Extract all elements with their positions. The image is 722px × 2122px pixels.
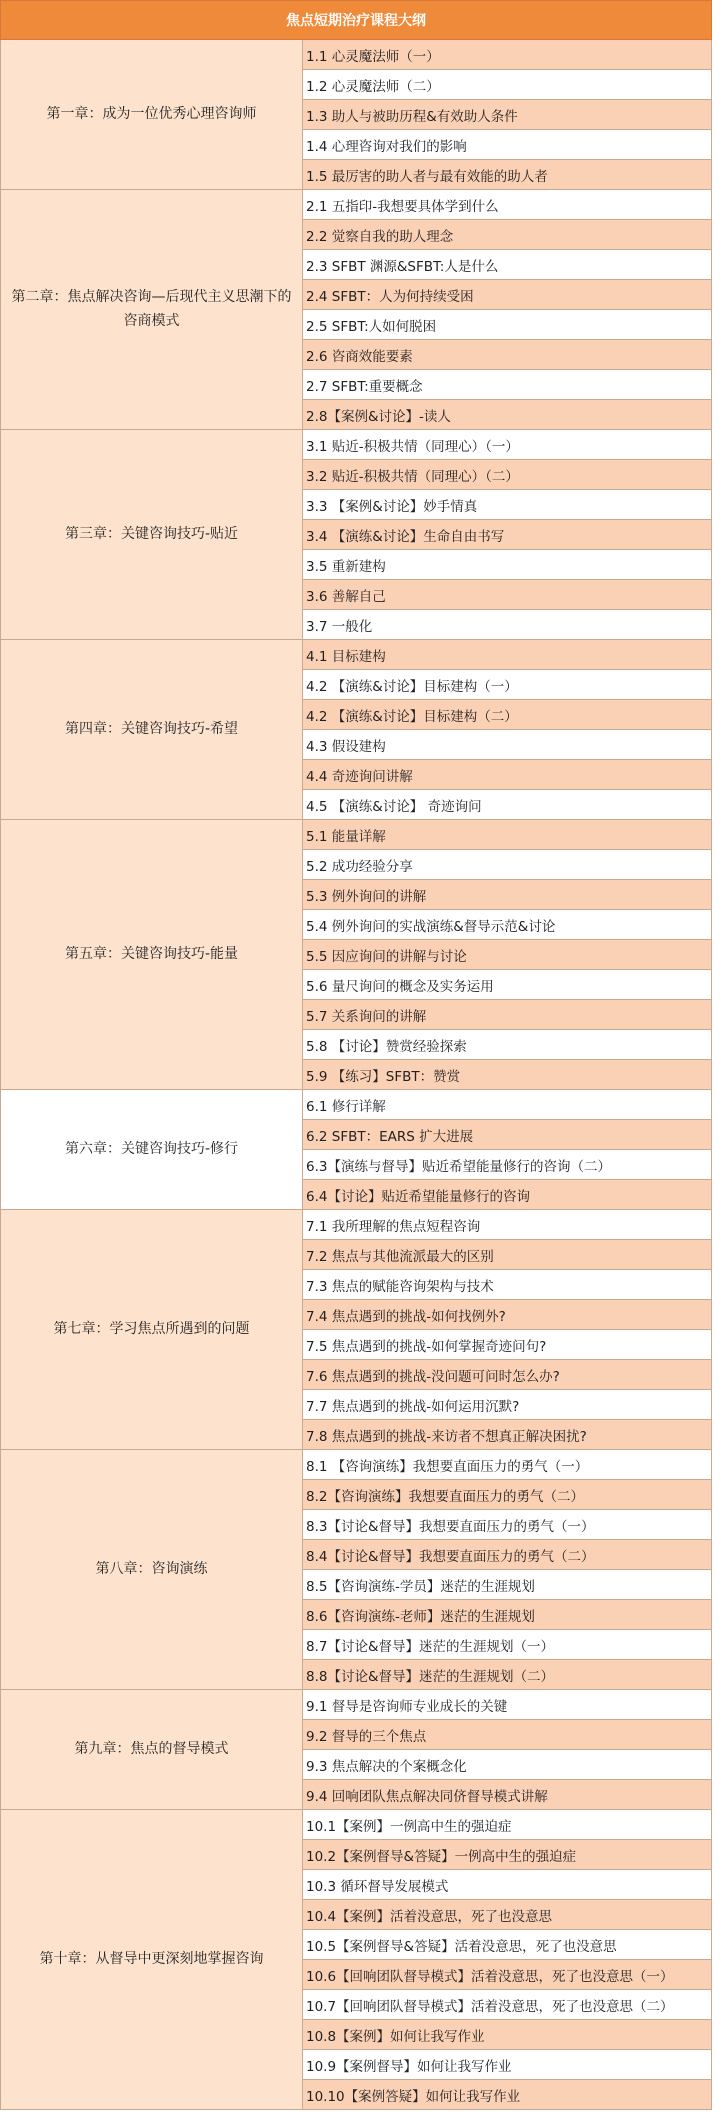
lesson-row xyxy=(1,1690,712,1720)
lesson-item: 7.5 焦点遇到的挑战-如何掌握奇迹问句? xyxy=(303,1330,712,1360)
lesson-item: 9.2 督导的三个焦点 xyxy=(303,1720,712,1750)
lesson-item: 2.7 SFBT:重要概念 xyxy=(303,370,712,400)
lesson-row xyxy=(1,820,712,850)
lesson-item: 1.1 心灵魔法师（一） xyxy=(303,40,712,70)
chapter-title: 第六章：关键咨询技巧-修行 xyxy=(1,1090,303,1210)
lesson-item: 9.4 回响团队焦点解决同侪督导模式讲解 xyxy=(303,1780,712,1810)
lesson-row xyxy=(1,640,712,670)
lesson-item: 3.5 重新建构 xyxy=(303,550,712,580)
chapter-title: 第二章：焦点解决咨询—后现代主义思潮下的咨商模式 xyxy=(1,190,303,430)
lesson-item: 2.1 五指印-我想要具体学到什么 xyxy=(303,190,712,220)
lesson-item: 10.10【案例答疑】如何让我写作业 xyxy=(303,2080,712,2110)
chapter-title: 第九章：焦点的督导模式 xyxy=(1,1690,303,1810)
lesson-item: 5.3 例外询问的讲解 xyxy=(303,880,712,910)
lesson-item: 10.5【案例督导&答疑】活着没意思，死了也没意思 xyxy=(303,1930,712,1960)
lesson-item: 4.3 假设建构 xyxy=(303,730,712,760)
lesson-item: 6.3【演练与督导】贴近希望能量修行的咨询（二） xyxy=(303,1150,712,1180)
lesson-item: 2.8【案例&讨论】-读人 xyxy=(303,400,712,430)
lesson-row xyxy=(1,1090,712,1120)
lesson-item: 10.8【案例】如何让我写作业 xyxy=(303,2020,712,2050)
lesson-item: 8.7【讨论&督导】迷茫的生涯规划（一） xyxy=(303,1630,712,1660)
lesson-item: 9.1 督导是咨询师专业成长的关键 xyxy=(303,1690,712,1720)
lesson-item: 4.2 【演练&讨论】目标建构（二） xyxy=(303,700,712,730)
lesson-item: 4.4 奇迹询问讲解 xyxy=(303,760,712,790)
lesson-item: 7.1 我所理解的焦点短程咨询 xyxy=(303,1210,712,1240)
lesson-item: 4.1 目标建构 xyxy=(303,640,712,670)
lesson-item: 7.6 焦点遇到的挑战-没问题可问时怎么办? xyxy=(303,1360,712,1390)
lesson-item: 8.5【咨询演练-学员】迷茫的生涯规划 xyxy=(303,1570,712,1600)
lesson-row xyxy=(1,1810,712,1840)
lesson-item: 1.3 助人与被助历程&有效助人条件 xyxy=(303,100,712,130)
lesson-item: 5.5 因应询问的讲解与讨论 xyxy=(303,940,712,970)
lesson-item: 10.6【回响团队督导模式】活着没意思，死了也没意思（一） xyxy=(303,1960,712,1990)
lesson-item: 8.4【讨论&督导】我想要直面压力的勇气（二） xyxy=(303,1540,712,1570)
lesson-item: 4.2 【演练&讨论】目标建构（一） xyxy=(303,670,712,700)
lesson-item: 8.1 【咨询演练】我想要直面压力的勇气（一） xyxy=(303,1450,712,1480)
lesson-item: 8.3【讨论&督导】我想要直面压力的勇气（一） xyxy=(303,1510,712,1540)
chapter-title: 第十章：从督导中更深刻地掌握咨询 xyxy=(1,1810,303,2110)
lesson-item: 5.6 量尺询问的概念及实务运用 xyxy=(303,970,712,1000)
lesson-item: 9.3 焦点解决的个案概念化 xyxy=(303,1750,712,1780)
lesson-item: 5.9 【练习】SFBT：赞赏 xyxy=(303,1060,712,1090)
lesson-item: 5.1 能量详解 xyxy=(303,820,712,850)
lesson-item: 3.6 善解自己 xyxy=(303,580,712,610)
lesson-item: 7.3 焦点的赋能咨询架构与技术 xyxy=(303,1270,712,1300)
outline-title: 焦点短期治疗课程大纲 xyxy=(1,1,712,40)
lesson-item: 1.4 心理咨询对我们的影响 xyxy=(303,130,712,160)
chapter-title: 第七章：学习焦点所遇到的问题 xyxy=(1,1210,303,1450)
lesson-item: 2.3 SFBT 渊源&SFBT:人是什么 xyxy=(303,250,712,280)
lesson-item: 2.5 SFBT:人如何脱困 xyxy=(303,310,712,340)
lesson-item: 5.8 【讨论】赞赏经验探索 xyxy=(303,1030,712,1060)
lesson-item: 10.3 循环督导发展模式 xyxy=(303,1870,712,1900)
lesson-row xyxy=(1,40,712,70)
chapter-title: 第一章：成为一位优秀心理咨询师 xyxy=(1,40,303,190)
lesson-item: 2.4 SFBT：人为何持续受困 xyxy=(303,280,712,310)
lesson-item: 1.5 最厉害的助人者与最有效能的助人者 xyxy=(303,160,712,190)
lesson-item: 7.2 焦点与其他流派最大的区别 xyxy=(303,1240,712,1270)
lesson-item: 4.5 【演练&讨论】 奇迹询问 xyxy=(303,790,712,820)
lesson-item: 2.6 咨商效能要素 xyxy=(303,340,712,370)
lesson-item: 8.6【咨询演练-老师】迷茫的生涯规划 xyxy=(303,1600,712,1630)
lesson-item: 3.3 【案例&讨论】妙手情真 xyxy=(303,490,712,520)
lesson-item: 5.2 成功经验分享 xyxy=(303,850,712,880)
lesson-row xyxy=(1,430,712,460)
lesson-item: 6.1 修行详解 xyxy=(303,1090,712,1120)
lesson-item: 10.7【回响团队督导模式】活着没意思，死了也没意思（二） xyxy=(303,1990,712,2020)
lesson-item: 2.2 觉察自我的助人理念 xyxy=(303,220,712,250)
chapter-title: 第四章：关键咨询技巧-希望 xyxy=(1,640,303,820)
lesson-row xyxy=(1,190,712,220)
lesson-item: 6.2 SFBT：EARS 扩大进展 xyxy=(303,1120,712,1150)
lesson-item: 8.2【咨询演练】我想要直面压力的勇气（二） xyxy=(303,1480,712,1510)
lesson-item: 3.1 贴近-积极共情（同理心）（一） xyxy=(303,430,712,460)
lesson-item: 3.7 一般化 xyxy=(303,610,712,640)
lesson-item: 1.2 心灵魔法师（二） xyxy=(303,70,712,100)
lesson-item: 7.8 焦点遇到的挑战-来访者不想真正解决困扰? xyxy=(303,1420,712,1450)
lesson-item: 6.4【讨论】贴近希望能量修行的咨询 xyxy=(303,1180,712,1210)
lesson-item: 7.4 焦点遇到的挑战-如何找例外? xyxy=(303,1300,712,1330)
lesson-row xyxy=(1,1210,712,1240)
chapter-title: 第五章：关键咨询技巧-能量 xyxy=(1,820,303,1090)
lesson-item: 7.7 焦点遇到的挑战-如何运用沉默? xyxy=(303,1390,712,1420)
lesson-item: 10.4【案例】活着没意思，死了也没意思 xyxy=(303,1900,712,1930)
title-row xyxy=(1,1,712,40)
lesson-item: 5.7 关系询问的讲解 xyxy=(303,1000,712,1030)
lesson-item: 10.2【案例督导&答疑】一例高中生的强迫症 xyxy=(303,1840,712,1870)
lesson-item: 10.1【案例】一例高中生的强迫症 xyxy=(303,1810,712,1840)
lesson-item: 8.8【讨论&督导】迷茫的生涯规划（二） xyxy=(303,1660,712,1690)
lesson-row xyxy=(1,1450,712,1480)
chapter-title: 第三章：关键咨询技巧-贴近 xyxy=(1,430,303,640)
lesson-item: 3.2 贴近-积极共情（同理心）（二） xyxy=(303,460,712,490)
lesson-item: 10.9【案例督导】如何让我写作业 xyxy=(303,2050,712,2080)
lesson-item: 3.4 【演练&讨论】生命自由书写 xyxy=(303,520,712,550)
lesson-item: 5.4 例外询问的实战演练&督导示范&讨论 xyxy=(303,910,712,940)
chapter-title: 第八章：咨询演练 xyxy=(1,1450,303,1690)
